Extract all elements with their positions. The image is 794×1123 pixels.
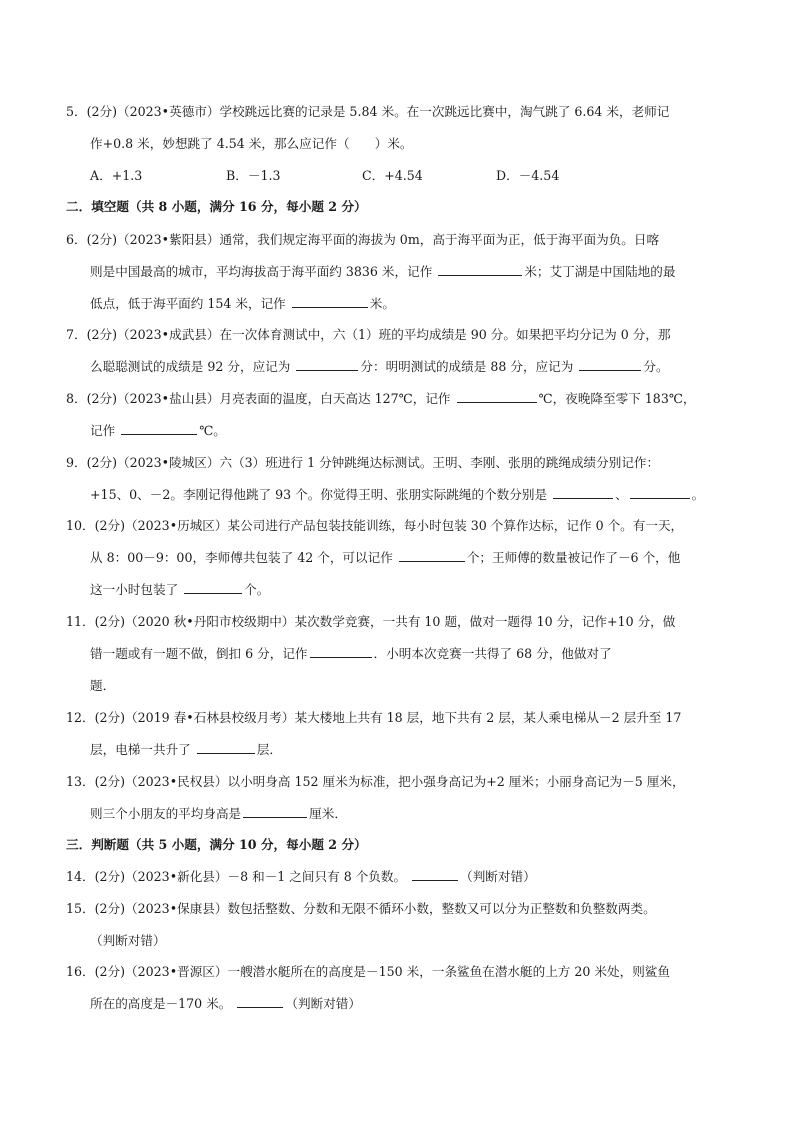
- q16-line-1: 16．(2分)（2023•晋源区）一艘潜水艇所在的高度是－150 米，一条鲨鱼在潜水艇的上方 20 米处，则鲨鱼: [66, 964, 670, 979]
- q8-line-2: [90, 422, 226, 440]
- q5-option-b: B．－1.3: [226, 168, 281, 183]
- q15-line-1: 15．(2分)（2023•保康县）数包括整数、分数和无限不循环小数，整数又可以分为正整数和负整数两类。: [66, 901, 656, 916]
- q8-answer-blank-1[interactable]: [457, 390, 537, 403]
- q5-option-d: D．－4.54: [496, 168, 560, 183]
- q14-line-1: [66, 868, 536, 886]
- q7-answer-blank-1[interactable]: [296, 358, 358, 371]
- q6-line-1: 6．(2分)（2023•紫阳县）通常，我们规定海平面的海拔为 0m，高于海平面为正，低于海平面为负。日喀: [66, 232, 660, 247]
- q6-text: 则是中国最高的城市，平均海拔高于海平面约 3836 米，记作: [90, 264, 433, 279]
- q10-text: 个。: [244, 582, 270, 597]
- q10-line-3: [90, 581, 269, 599]
- section-2-heading: 二．填空题（共 8 小题，满分 16 分，每小题 2 分）: [66, 199, 367, 214]
- q16-text: （判断对错）: [285, 996, 361, 1011]
- q13-answer-blank[interactable]: [243, 805, 307, 818]
- q9-text: +15、0、－2。李刚记得他跳了 93 个。你觉得王明、张朋实际跳绳的个数分别是: [90, 487, 548, 502]
- q13-line-2: [90, 805, 347, 823]
- q16-answer-blank[interactable]: [237, 995, 283, 1008]
- q5-option-c: C．+4.54: [362, 168, 423, 183]
- q8-answer-blank-2[interactable]: [121, 422, 197, 435]
- q12-text: 层．: [256, 742, 282, 757]
- q6-text: 米。: [369, 296, 395, 311]
- q6-text: 低点，低于海平面约 154 米，记作: [90, 296, 286, 311]
- q9-text: 、: [615, 487, 628, 502]
- q15-line-2: [90, 932, 166, 950]
- q10-text: 这一小时包装了: [90, 582, 179, 597]
- q5-options: [90, 167, 559, 185]
- q7-text: 分。: [643, 359, 669, 374]
- q10-answer-blank-1[interactable]: [399, 549, 465, 562]
- q7-answer-blank-2[interactable]: [579, 358, 641, 371]
- q7-line-1: 7．(2分)（2023•成武县）在一次体育测试中，六（1）班的平均成绩是 90 分。如果把平均分记为 0 分，那: [66, 327, 671, 342]
- q10-text: 个；王师傅的数量被记作了－6 个，他: [466, 550, 681, 565]
- q8-text: 记作: [90, 423, 116, 438]
- q10-answer-blank-2[interactable]: [184, 581, 242, 594]
- q13-line-1: 13．(2分)（2023•民权县）以小明身高 152 厘米为标准，把小强身高记为+2 厘米；小丽身高记为－5 厘米，: [66, 774, 685, 789]
- q7-line-2: [90, 358, 669, 376]
- q11-text: ．小明本次竞赛一共得了 68 分，他做对了: [373, 646, 612, 661]
- q6-line-3: [90, 295, 395, 313]
- q14-text: （判断对错）: [460, 869, 536, 884]
- q8-text: ℃，夜晚降至零下 183℃，: [538, 391, 696, 406]
- q9-line-1: 9．(2分)（2023•陵城区）六（3）班进行 1 分钟跳绳达标测试。王明、李刚、张朋的跳绳成绩分别记作：: [66, 455, 660, 470]
- q9-line-2: [90, 486, 704, 504]
- q8-text: ℃。: [199, 423, 226, 438]
- q5-option-a: A．+1.3: [90, 168, 143, 183]
- q12-line-1: 12．(2分)（2019 春•石林县校级月考）某大楼地上共有 18 层，地下共有 2 层，某人乘电梯从－2 层升至 17: [66, 710, 682, 725]
- q8-line-1: [66, 390, 696, 408]
- q10-line-1: 10．(2分)（2023•历城区）某公司进行产品包装技能训练，每小时包装 30 个算作达标，记作 0 个。有一天，: [66, 518, 684, 533]
- q7-text: 么聪聪测试的成绩是 92 分，应记为: [90, 359, 291, 374]
- q11-line-3: 题．: [90, 678, 116, 693]
- q11-text: 错一题或有一题不做，倒扣 6 分，记作: [90, 646, 308, 661]
- q12-line-2: [90, 741, 282, 759]
- q14-answer-blank[interactable]: [412, 868, 458, 881]
- q6-answer-blank-1[interactable]: [438, 263, 522, 276]
- q8-text: 8．(2分)（2023•盐山县）月亮表面的温度，白天高达 127℃，记作: [66, 391, 451, 406]
- q10-text: 从 8：00－9：00，李师傅共包装了 42 个，可以记作: [90, 550, 393, 565]
- q13-text: 厘米．: [309, 806, 347, 821]
- q11-line-1: 11．(2分)（2020 秋•丹阳市校级期中）某次数学竞赛，一共有 10 题，做对一题得 10 分，记作+10 分，做: [66, 614, 676, 629]
- q6-text: 米；艾丁湖是中国陆地的最: [524, 264, 676, 279]
- section-3-heading: 三．判断题（共 5 小题，满分 10 分，每小题 2 分）: [66, 837, 367, 852]
- q9-answer-blank-1[interactable]: [553, 486, 613, 499]
- q9-text: 。: [691, 487, 705, 502]
- q6-line-2: [90, 263, 675, 281]
- q11-line-2: [90, 645, 612, 663]
- q10-line-2: [90, 549, 680, 567]
- q13-text: 则三个小朋友的平均身高是: [90, 806, 242, 821]
- q12-text: 层，电梯一共升了: [90, 742, 191, 757]
- q14-text: 14．(2分)（2023•新化县）－8 和－1 之间只有 8 个负数。: [66, 869, 407, 884]
- q9-answer-blank-2[interactable]: [630, 486, 690, 499]
- q12-answer-blank[interactable]: [197, 741, 255, 754]
- q5-line-2: 作+0.8 米，妙想跳了 4.54 米，那么应记作（ ）米。: [90, 136, 413, 151]
- q5-line-1: 5．(2分)（2023•英德市）学校跳远比赛的记录是 5.84 米。在一次跳远比赛中，淘气跳了 6.64 米，老师记: [66, 104, 670, 119]
- q7-text: 分：明明测试的成绩是 88 分，应记为: [360, 359, 574, 374]
- q16-text: 所在的高度是－170 米。: [90, 996, 232, 1011]
- q6-answer-blank-2[interactable]: [292, 295, 368, 308]
- q11-answer-blank-1[interactable]: [310, 645, 372, 658]
- q15-text: （判断对错）: [90, 933, 166, 948]
- q16-line-2: [90, 995, 361, 1013]
